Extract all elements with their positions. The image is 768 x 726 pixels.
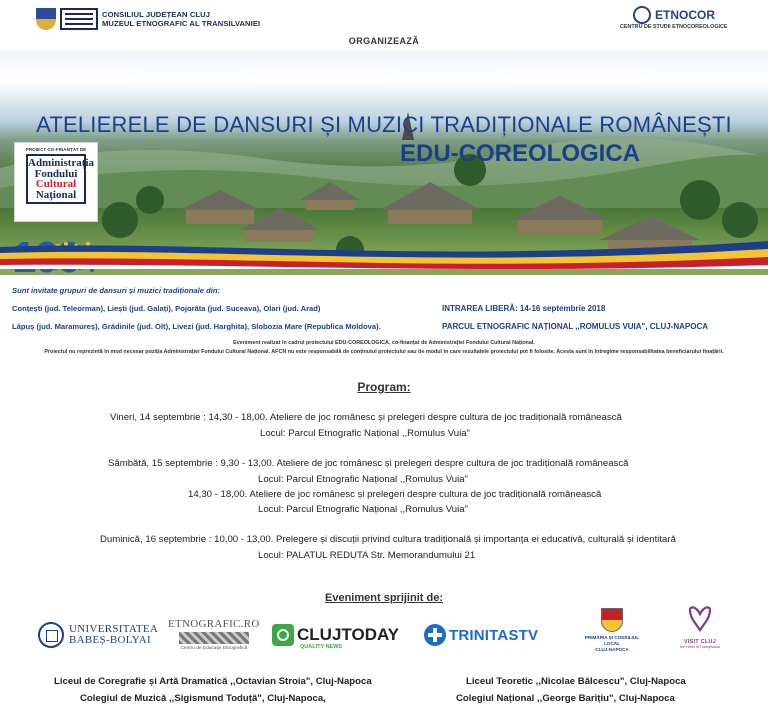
etnografic-pattern-icon	[179, 632, 249, 644]
villages-line-1: Conțești (jud. Teleorman), Liești (jud. Galați), Pojorâta (jud. Suceava), Olari (jud. Arad)	[12, 304, 321, 313]
trinitas-cross-icon	[424, 624, 446, 646]
disclaimer-line-2: Proiectul nu reprezintă în mod necesar poziția Administrației Fondului Cultural Național. AFCN nu este responsabilă de conținutul proiectului sau de modul în care rezultatele proiectului pot fi folosite. Acesta sunt în întregime responsabilitatea beneficiarului finațării.	[44, 349, 724, 355]
cj-logo-line1: CONSILIUL JUDEȚEAN CLUJ	[102, 10, 211, 19]
etnocor-logo	[620, 6, 728, 30]
etnocor-mark-icon	[633, 6, 651, 24]
etnocor-name: ETNOCOR	[654, 8, 715, 22]
ubb-line-1: UNIVERSITATEA	[69, 623, 159, 635]
afcn-line-2: Fondului	[34, 167, 78, 180]
event-name: EDU-COREOLOGICA	[400, 140, 640, 167]
visitcluj-subtitle: the Heart of Transylvania	[680, 645, 720, 649]
organizer-label: ORGANIZEAZĂ	[348, 36, 420, 46]
afcn-label: PROIECT CO-FINANȚAT DE	[25, 147, 87, 152]
main-title: ATELIERELE DE DANSURI ȘI MUZICI TRADIȚIONALE ROMÂNEȘTI	[36, 112, 732, 137]
school-balcescu: Liceul Teoretic ,,Nicolae Bălcescu", Cluj-Napoca	[466, 676, 686, 687]
trinitas-name: TRINITASTV	[449, 626, 539, 644]
primaria-line-2: CLUJ-NAPOCA	[595, 647, 629, 652]
clujtoday-subtitle: QUALITY NEWS	[300, 644, 343, 650]
clujtoday-name: CLUJTODAY	[297, 625, 400, 644]
afcn-line-3: Cultural	[35, 178, 77, 190]
primaria-crest-icon	[601, 608, 623, 632]
trinitas-logo	[424, 624, 538, 646]
clujtoday-mark-icon	[272, 624, 294, 646]
visitcluj-heart-icon	[686, 604, 714, 632]
ubb-seal-icon	[38, 622, 64, 648]
school-muzica: Colegiul de Muzică ,,Sigismund Toduță", Cluj-Napoca,	[80, 693, 326, 704]
clujtoday-logo	[272, 624, 399, 650]
school-baritiu: Colegiul Național ,,George Barițiu", Cluj-Napoca	[456, 693, 675, 704]
afcn-line-4: Național	[35, 188, 77, 201]
etnografic-subtitle: Centru de Educație Etnografică	[180, 646, 248, 651]
etnografic-name: ETNOGRAFIC.RO	[168, 618, 260, 630]
school-coregrafie: Liceul de Coregrafie și Artă Dramatică ,,Octavian Stroia", Cluj-Napoca	[54, 676, 372, 687]
sunday-line: Duminică, 16 septembrie : 10,00 - 13,00. Prelegere și discuții privind cultura tradițională și importanța ei educativă, culturală și identitară	[100, 534, 676, 545]
saturday-location-2: Locul: Parcul Etnografic Național ,,Romulus Vuia"	[258, 504, 468, 515]
saturday-line-2: 14,30 - 18,00. Ateliere de joc românesc și prelegeri despre cultura de joc tradițională românească	[188, 489, 602, 500]
invited-groups-heading: Sunt invitate grupuri de dansuri și muzici tradiționale din:	[12, 286, 221, 295]
ubb-logo	[38, 622, 158, 648]
afcn-logo	[14, 142, 98, 222]
primaria-logo	[582, 608, 642, 653]
program-heading: Program:	[357, 380, 411, 394]
visitcluj-name: VISIT CLUJ	[683, 639, 717, 645]
disclaimer-line-1: Eveniment realizat în cadrul proiectului EDU-COREOLOGICA, co-finanțat de Administrației Fondului Cultural Național.	[233, 340, 535, 346]
tricolor-stripe	[0, 235, 768, 269]
sunday-location: Locul: PALATUL REDUTA Str. Memorandumului 21	[258, 550, 476, 561]
free-entry-dates: INTRAREA LIBERĂ: 14-16 septembrie 2018	[442, 304, 606, 313]
visitcluj-logo	[680, 604, 720, 649]
consiliul-judetean-logo	[36, 8, 260, 30]
venue: PARCUL ETNOGRAFIC NAȚIONAL ,,ROMULUS VUIA", CLUJ-NAPOCA	[442, 322, 709, 331]
saturday-line-1: Sâmbătă, 15 septembrie : 9,30 - 13,00. Ateliere de joc românesc și prelegeri despre cultura de joc tradițională românească	[108, 458, 629, 469]
primaria-line-1: PRIMĂRIA ȘI CONSILIUL LOCAL	[584, 635, 640, 646]
friday-line: Vineri, 14 septembrie : 14,30 - 18,00. Ateliere de joc românesc și prelegeri despre cultura de joc tradițională românească	[110, 412, 622, 423]
afcn-line-1: Administrația	[28, 157, 94, 169]
sponsors-heading: Eveniment sprijinit de:	[325, 592, 443, 604]
cluj-crest-icon	[36, 8, 56, 30]
museum-building-icon	[60, 8, 98, 30]
villages-line-2: Lăpuș (jud. Maramureș), Grădinile (jud. Olt), Livezi (jud. Harghita), Slobozia Mare (Republica Moldova).	[12, 322, 381, 331]
cj-logo-line2: MUZEUL ETNOGRAFIC AL TRANSILVANIEI	[102, 19, 261, 28]
etnocor-subtitle: CENTRU DE STUDII ETNOCOREOLOGICE	[620, 24, 728, 31]
friday-location: Locul: Parcul Etnografic Național ,,Romulus Vuia"	[260, 428, 470, 439]
ubb-line-2: BABEȘ-BOLYAI	[69, 634, 151, 646]
saturday-location-1: Locul: Parcul Etnografic Național ,,Romulus Vuia"	[258, 474, 468, 485]
etnografic-logo	[168, 618, 260, 651]
